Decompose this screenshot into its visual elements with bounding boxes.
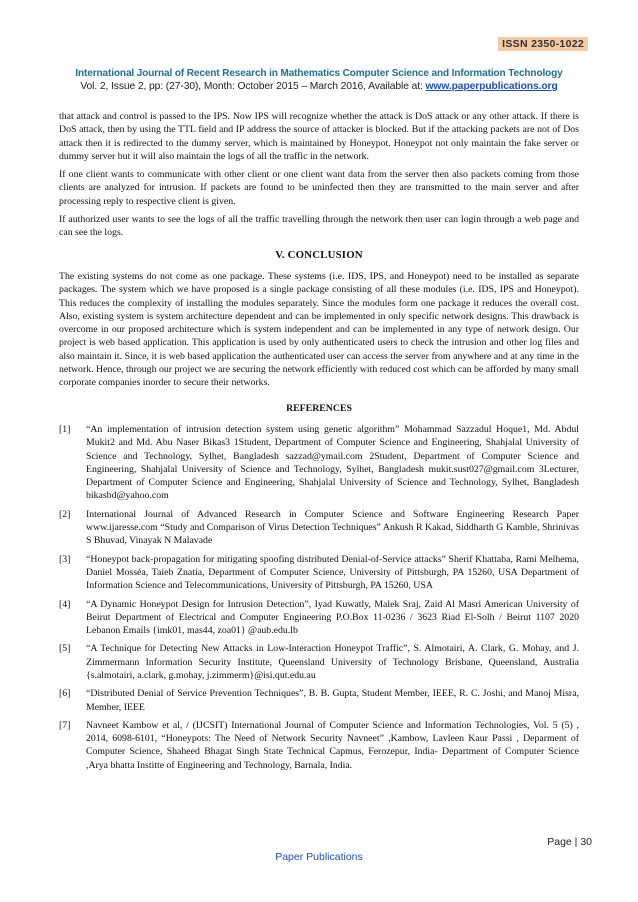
reference-item	[59, 553, 579, 593]
reference-number: [6]	[59, 688, 71, 700]
reference-number: [4]	[59, 598, 71, 610]
reference-list	[59, 423, 579, 772]
publisher-footer-link[interactable]: Paper Publications	[275, 851, 363, 863]
article-body	[59, 110, 579, 777]
conclusion-heading: V. CONCLUSION	[275, 248, 363, 261]
reference-number: [2]	[59, 508, 71, 520]
volume-info: Vol. 2, Issue 2, pp: (27-30), Month: October 2015 – March 2016, Available at:	[80, 81, 426, 92]
reference-item	[59, 642, 579, 682]
journal-volume-line	[60, 80, 578, 93]
reference-text: Navneet Kambow et al, / (IJCSIT) International Journal of Computer Science and Information Technologies, Vol. 5 (5) , 2014, 6098-6101, “Honeypots: The Need of Network Security Navneet” ,Kambow, Lavleen Kaur Passi , Deparment of Computer Science, Shaheed Bhagat Singh State Technical Capmus, Ferozepur, India- Department of Computer Science ,Arya bhatta Institte of Engineering and Technology, Barnala, India.	[86, 719, 579, 771]
reference-item	[59, 508, 579, 548]
body-paragraph: that attack and control is passed to the IPS. Now IPS will recognize whether the attack is DoS attack or any other attack. If there is DoS attack, then by using the TTL field and IP address the source of attacker is blocked. But if the attacking packets are not of Dos attack then it is redirected to the dummy server, which is maintained by Honeypot. Honeypot not only maintain the fake server or dummy server but it will also maintain the logs of all the traffic in the network.	[59, 111, 579, 162]
reference-text: “Honeypot back-propagation for mitigating spoofing distributed Denial-of-Service attacks” Sherif Khattaba, Rami Melhema, Daniel Mosséa, Taieb Znatia, Department of Computer Science, University of Pittsburgh, PA 15260, USA Department of Information Science and Telecommunications, University of Pittsburgh, PA 15260, USA	[86, 553, 579, 592]
body-paragraph: If one client wants to communicate with other client or one client want data from the server then also packets coming from those clients are analyzed for intrusion. If packets are found to be uninfected then they are transmitted to the main server and after processing reply to respective client is given.	[59, 169, 579, 207]
reference-number: [1]	[59, 423, 71, 435]
reference-item	[59, 423, 579, 503]
journal-title: International Journal of Recent Research in Mathematics Computer Science and Information Technology	[75, 68, 563, 79]
references-heading: REFERENCES	[286, 402, 352, 414]
reference-text: “A Technique for Detecting New Attacks in Low-Interaction Honeypot Traffic”, S. Almotairi, A. Clark, G. Mohay, and J. Zimmermann Information Security Institute, Queensland University of Technology Brisbane, Queensland, Australia {s.almotairi, a.clark, g.mohay, j.zimmerm}@isi.qut.edu.au	[86, 643, 579, 681]
reference-number: [5]	[59, 643, 71, 655]
reference-text: “An implementation of intrusion detection system using genetic algorithm” Mohammad Sazzadul Hoque1, Md. Abdul Mukit2 and Md. Abu Naser Bikas3 1Student, Department of Computer Science and Engineering, Shahjalal University of Science and Technology, Sylhet, Bangladesh sazzad@ymail.com 2Student, Department of Computer Science and Engineering, Shahjalal University of Science and Technology, Sylhet, Bangladesh mukit.sust027@gmail.com 3Lecturer, Department of Computer Science and Engineering, Shahjalal University of Science and Technology, Sylhet, Bangladesh bikasbd@yahoo.com	[86, 423, 579, 502]
reference-item	[59, 719, 579, 772]
issn-badge: ISSN 2350-1022	[498, 37, 588, 51]
body-paragraph: If authorized user wants to see the logs of all the traffic travelling through the network then user can login through a web page and can see the logs.	[59, 214, 579, 239]
journal-header	[60, 67, 578, 93]
reference-item	[59, 687, 579, 714]
reference-number: [3]	[59, 553, 71, 565]
reference-item	[59, 598, 579, 638]
reference-number: [7]	[59, 719, 71, 731]
reference-text: International Journal of Advanced Research in Computer Science and Software Engineering Research Paper www.ijaresse.com “Study and Comparison of Virus Detection Techniques” Ankush R Kakad, Siddharth G Kamble, Shrinivas S Bhuvad, Vinayak N Malavade	[86, 508, 579, 547]
journal-website-link[interactable]: www.paperpublications.org	[425, 81, 558, 92]
conclusion-paragraph: The existing systems do not come as one package. These systems (i.e. IDS, IPS, and Honeypot) need to be installed as separate packages. The system which we have proposed is a single package consisting of all these modules (i.e. IDS, IPS and Honeypot). This reduces the complexity of installing the modules separately. Since the modules form one package it reduces the overall cost. Also, existing system is system architecture dependent and can be implemented in only specific network designs. This drawback is overcome in our proposed architecture which is system independent and can be implemented in any type of network design. Our project is web based application. This application is used by only authenticated users to check the intrusion and other log files and also maintain it. Since, it is web based application the authenticated user can access the server from anywhere and at any time in the network. Hence, through our project we are securing the network efficiently with reduced cost which can be afforded by many small corporate companies inorder to secure their networks.	[59, 270, 579, 389]
page-number: Page | 30	[547, 836, 592, 848]
reference-text: “Distributed Denial of Service Prevention Techniques”, B. B. Gupta, Student Member, IEEE, R. C. Joshi, and Manoj Misra, Member, IEEE	[86, 688, 579, 713]
reference-text: “A Dynamic Honeypot Design for Intrusion Detection”, Iyad Kuwatly, Malek Sraj, Zaid Al Masri American University of Beirut Department of Electrical and Computer Engineering P.O.Box 11-0236 / 3623 Riad El-Solh / Beirut 1107 2020 Lebanon Emails {imk01, mas44, zoa01} @aub.edu.lb	[86, 598, 579, 637]
